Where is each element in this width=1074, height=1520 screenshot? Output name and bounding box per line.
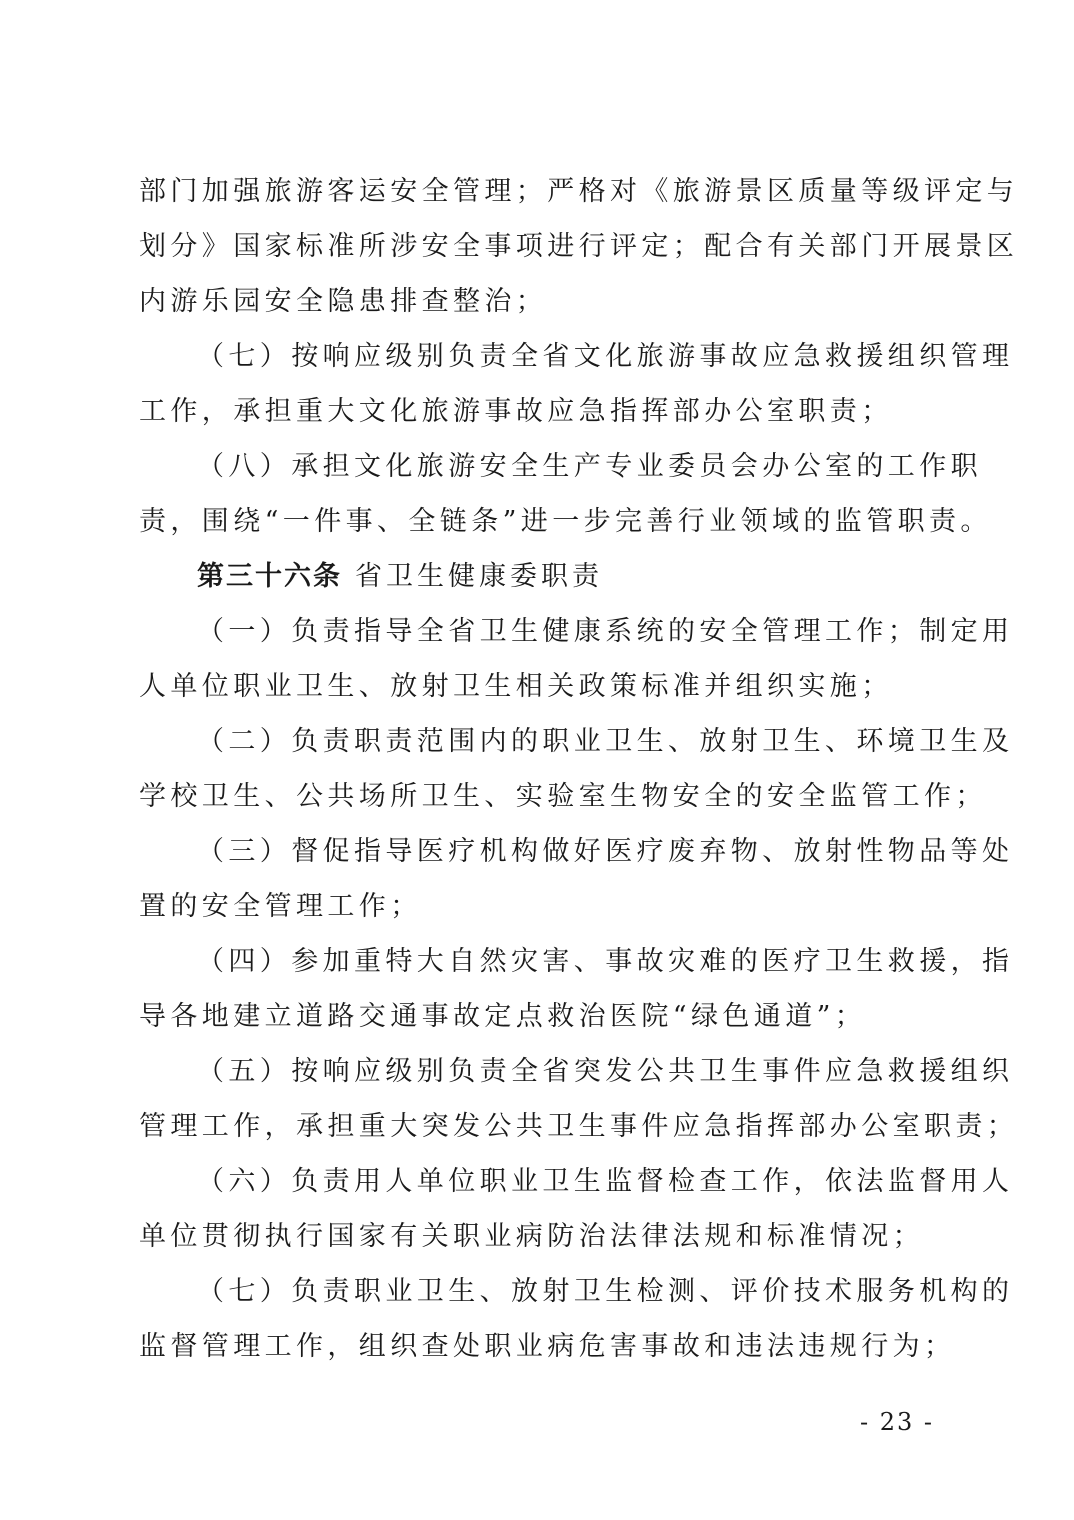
article-heading (139, 549, 939, 604)
paragraph-line: 部门加强旅游客运安全管理；严格对《旅游景区质量等级评定与 (139, 176, 1019, 207)
paragraph-line: 学校卫生、公共场所卫生、实验室生物安全的安全监管工作； (139, 781, 987, 812)
paragraph-line: 划分》国家标准所涉安全事项进行评定；配合有关部门开展景区 (139, 231, 1019, 262)
paragraph-line: 工作，承担重大文化旅游事故应急指挥部办公室职责； (139, 396, 893, 427)
paragraph-line: （二）负责职责范围内的职业卫生、放射卫生、环境卫生及 (197, 726, 1014, 757)
paragraph-line: 责，围绕“一件事、全链条”进一步完善行业领域的监管职责。 (139, 506, 992, 537)
page-number: - 23 - (860, 1408, 935, 1436)
article-title: 省卫生健康委职责 (354, 561, 603, 592)
paragraph-line: （八）承担文化旅游安全生产专业委员会办公室的工作职 (197, 451, 982, 482)
paragraph-line: 内游乐园安全隐患排查整治； (139, 286, 548, 317)
document-body (139, 164, 1019, 1374)
paragraph-line: 监督管理工作，组织查处职业病危害事故和违法违规行为； (139, 1331, 956, 1362)
paragraph-line: （三）督促指导医疗机构做好医疗废弃物、放射性物品等处 (197, 836, 1014, 867)
article-number: 第三十六条 (197, 561, 342, 592)
paragraph-line: （六）负责用人单位职业卫生监督检查工作，依法监督用人 (197, 1166, 1014, 1197)
paragraph-line: （七）负责职业卫生、放射卫生检测、评价技术服务机构的 (197, 1276, 1014, 1307)
paragraph-line: （一）负责指导全省卫生健康系统的安全管理工作；制定用 (197, 616, 1014, 647)
paragraph-line: 人单位职业卫生、放射卫生相关政策标准并组织实施； (139, 671, 893, 702)
paragraph-line: 单位贯彻执行国家有关职业病防治法律法规和标准情况； (139, 1221, 924, 1252)
paragraph-line: （七）按响应级别负责全省文化旅游事故应急救援组织管理 (197, 341, 1014, 372)
paragraph-line: 管理工作，承担重大突发公共卫生事件应急指挥部办公室职责； (139, 1111, 1019, 1142)
paragraph-line: 导各地建立道路交通事故定点救治医院“绿色通道”； (139, 1001, 867, 1032)
paragraph-line: （四）参加重特大自然灾害、事故灾难的医疗卫生救援，指 (197, 946, 1014, 977)
paragraph-line: 置的安全管理工作； (139, 891, 422, 922)
paragraph-line: （五）按响应级别负责全省突发公共卫生事件应急救援组织 (197, 1056, 1014, 1087)
